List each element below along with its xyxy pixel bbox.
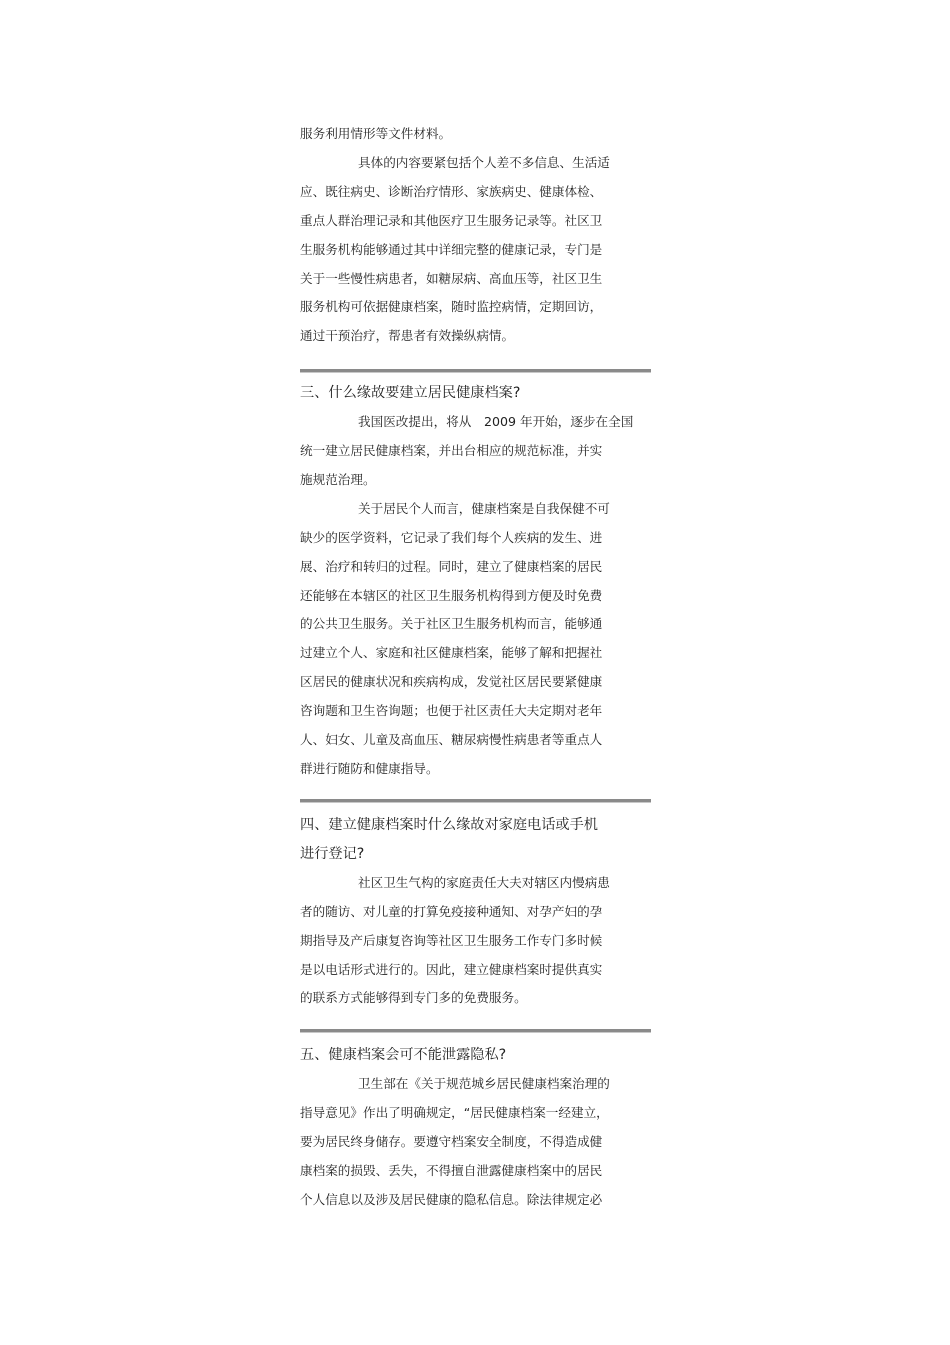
body-text-line: 通过干预治疗，帮患者有效操纵病情。 xyxy=(300,328,515,343)
body-text-line: 关于一些慢性病患者，如糖尿病、高血压等，社区卫生 xyxy=(300,271,603,286)
body-text-line: 生服务机构能够通过其中详细完整的健康记录，专门是 xyxy=(300,242,603,257)
body-text-line: 的公共卫生服务。关于社区卫生服务机构而言，能够通 xyxy=(300,616,603,631)
body-text-line: 社区卫生气构的家庭责任大夫对辖区内慢病患 xyxy=(358,875,610,890)
body-text-line: 应、既往病史、诊断治疗情形、家族病史、健康体检、 xyxy=(300,184,603,199)
section-heading: 三、什么缘故要建立居民健康档案? xyxy=(300,385,521,401)
section-divider xyxy=(300,1029,651,1033)
body-text-line: 咨询题和卫生咨询题；也便于社区责任大夫定期对老年 xyxy=(300,703,603,718)
section-divider xyxy=(300,799,651,803)
body-text-line: 展、治疗和转归的过程。同时，建立了健康档案的居民 xyxy=(300,559,603,574)
body-text-line: 期指导及产后康复咨询等社区卫生服务工作专门多时候 xyxy=(300,933,603,948)
body-text-line: 统一建立居民健康档案，并出台相应的规范标准，并实 xyxy=(300,443,603,458)
body-text-line: 服务利用情形等文件材料。 xyxy=(300,126,452,141)
body-text-line: 者的随访、对儿童的打算免疫接种通知、对孕产妇的孕 xyxy=(300,904,603,919)
body-text-line: 人、妇女、儿童及高血压、糖尿病慢性病患者等重点人 xyxy=(300,732,603,747)
body-text-line: 的联系方式能够得到专门多的免费服务。 xyxy=(300,990,527,1005)
section-heading: 五、健康档案会可不能泄露隐私? xyxy=(300,1047,507,1063)
body-text-line: 具体的内容要紧包括个人差不多信息、生活适 xyxy=(358,155,610,170)
body-text-line: 服务机构可依据健康档案，随时监控病情，定期回访， xyxy=(300,299,603,314)
body-text-line: 个人信息以及涉及居民健康的隐私信息。除法律规定必 xyxy=(300,1192,603,1207)
body-text-line: 关于居民个人而言，健康档案是自我保健不可 xyxy=(358,501,610,516)
section-heading: 进行登记? xyxy=(300,846,365,862)
body-text-line: 要为居民终身储存。要遵守档案安全制度，不得造成健 xyxy=(300,1134,603,1149)
body-text-line: 过建立个人、家庭和社区健康档案，能够了解和把握社 xyxy=(300,645,603,660)
body-text-line: 还能够在本辖区的社区卫生服务机构得到方便及时免费 xyxy=(300,588,603,603)
body-text-line: 群进行随防和健康指导。 xyxy=(300,761,439,776)
body-text-line: 是以电话形式进行的。因此，建立健康档案时提供真实 xyxy=(300,962,603,977)
body-text-line: 重点人群治理记录和其他医疗卫生服务记录等。社区卫 xyxy=(300,213,603,228)
body-text-line: 我国医改提出，将从 2009 年开始，逐步在全国 xyxy=(358,414,634,429)
body-text-line: 施规范治理。 xyxy=(300,472,376,487)
section-divider xyxy=(300,369,651,373)
body-text-line: 指导意见》作出了明确规定，“居民健康档案一经建立， xyxy=(300,1105,609,1120)
body-text-line: 区居民的健康状况和疾病构成，发觉社区居民要紧健康 xyxy=(300,674,603,689)
section-heading: 四、建立健康档案时什么缘故对家庭电话或手机 xyxy=(300,817,598,833)
body-text-line: 康档案的损毁、丢失，不得擅自泄露健康档案中的居民 xyxy=(300,1163,603,1178)
body-text-line: 卫生部在《关于规范城乡居民健康档案治理的 xyxy=(358,1076,610,1091)
body-text-line: 缺少的医学资料，它记录了我们每个人疾病的发生、进 xyxy=(300,530,603,545)
